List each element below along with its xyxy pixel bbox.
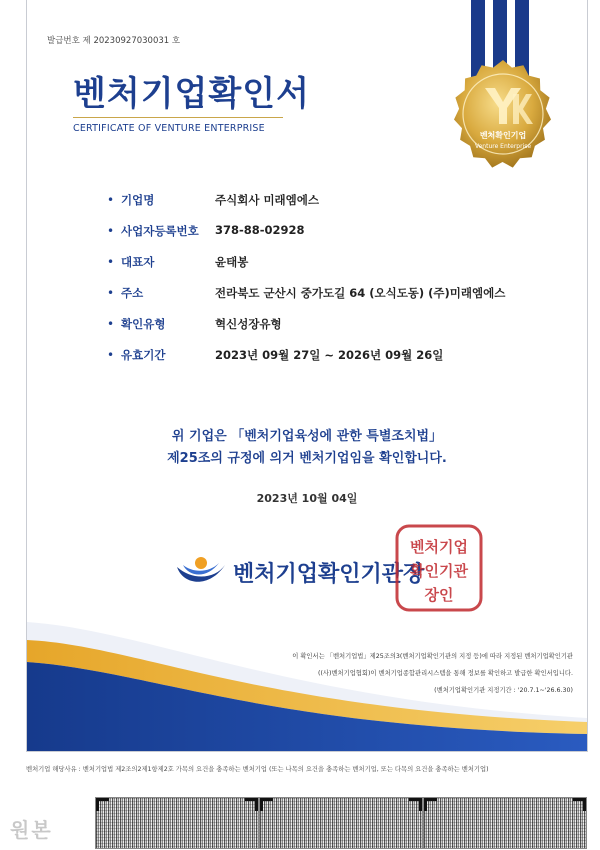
note-line: (벤처기업확인기관 지정기간 : '20.7.1~'26.6.30) [434, 687, 573, 694]
bullet-icon: • [107, 348, 115, 362]
venture-reason-note: 벤처기업 해당사유 : 벤처기업법 제2조의2제1항제2호 가목의 요건을 충족하는 벤처기업 (또는 나목의 요건을 충족하는 벤처기업, 또는 다목의 요건을 충족하는 벤처기업) [26, 766, 489, 773]
original-watermark: 원본 [10, 818, 53, 842]
stamp-text-line: 장인 [424, 586, 454, 604]
bullet-icon: • [107, 286, 115, 300]
certificate-title: 벤처기업확인서 [73, 74, 310, 114]
note-line: ((사)벤처기업협회)이 벤처기업종합관리시스템을 통해 정보를 확인하고 발급한 확인서입니다. [318, 670, 573, 677]
issuance-note [243, 648, 573, 699]
info-value: 전라북도 군산시 중가도길 64 (오식도동) (주)미래엠에스 [215, 286, 506, 300]
info-row-representative [107, 254, 567, 274]
verification-barcode [423, 797, 587, 849]
barcode-corner-mark [409, 798, 422, 811]
issue-number: 발급번호 제 20230927030031 호 [47, 36, 181, 46]
barcode-corner-mark [260, 798, 273, 811]
statement-line: 제25조의 규정에 의거 벤처기업임을 확인합니다. [167, 451, 447, 466]
info-value: 윤태봉 [215, 255, 249, 269]
info-value: 혁신성장유형 [215, 317, 282, 331]
bullet-icon: • [107, 193, 115, 207]
bullet-icon: • [107, 224, 115, 238]
seal-inner-text: 벤처확인기업 [479, 131, 527, 140]
info-label: 대표자 [121, 255, 155, 269]
bullet-icon: • [107, 255, 115, 269]
info-label: 사업자등록번호 [121, 224, 199, 238]
info-value: 주식회사 미래엠에스 [215, 193, 319, 207]
verification-barcode [259, 797, 423, 849]
organization-name: 벤처기업확인기관장 [233, 562, 425, 587]
issue-date: 2023년 10월 04일 [256, 492, 358, 505]
stamp-text-line: 벤처기업 [410, 538, 468, 556]
gold-seal-icon [433, 50, 573, 190]
info-label: 유효기간 [121, 348, 166, 362]
info-label: 기업명 [121, 193, 155, 207]
title-divider [73, 117, 283, 118]
verification-barcode [95, 797, 259, 849]
info-row-company-name [107, 192, 567, 212]
info-row-validity-period [107, 347, 567, 367]
bullet-icon: • [107, 317, 115, 331]
certification-statement [27, 426, 587, 470]
barcode-corner-mark [96, 798, 109, 811]
info-label: 확인유형 [121, 317, 166, 331]
barcode-corner-mark [573, 798, 586, 811]
certificate-subtitle: CERTIFICATE OF VENTURE ENTERPRISE [73, 123, 265, 134]
info-row-business-number [107, 223, 567, 243]
info-value: 2023년 09월 27일 ~ 2026년 09월 26일 [215, 348, 444, 362]
stamp-text-line: 확인기관 [410, 562, 468, 580]
info-row-address [107, 285, 567, 305]
barcode-corner-mark [424, 798, 437, 811]
info-row-confirmation-type [107, 316, 567, 336]
organization-logo-icon [175, 555, 227, 589]
barcode-corner-mark [245, 798, 258, 811]
info-label: 주소 [121, 286, 144, 300]
certificate-frame [26, 0, 588, 752]
info-value: 378-88-02928 [215, 223, 305, 237]
note-line: 이 확인서는 「벤처기업법」제25조의3(벤처기업확인기관의 지정 등)에 따라 지정된 벤처기업확인기관 [292, 653, 573, 660]
seal-english-text: Venture Enterprise [474, 143, 532, 150]
statement-line: 위 기업은 「벤처기업육성에 관한 특별조치법」 [171, 429, 443, 444]
